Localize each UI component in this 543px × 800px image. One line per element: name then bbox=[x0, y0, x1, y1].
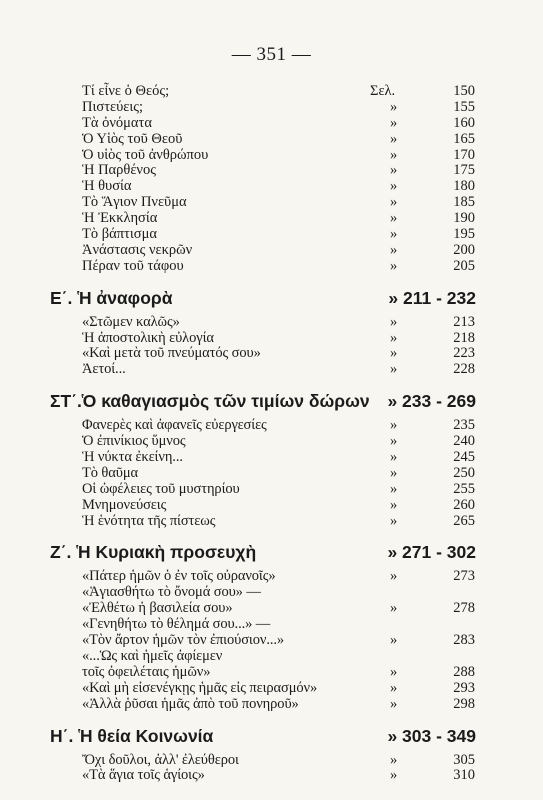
ditto-mark: » bbox=[390, 417, 398, 434]
chapter-heading bbox=[48, 541, 488, 563]
entry-title: Ἡ Ἐκκλησία bbox=[82, 210, 158, 227]
entry-title: Φανερὲς καὶ ἀφανεῖς εὐεργεσίες bbox=[82, 417, 267, 434]
entry-title: Ὁ Υἱὸς τοῦ Θεοῦ bbox=[82, 130, 183, 147]
entry-page: 155 bbox=[453, 98, 475, 115]
toc-entry bbox=[48, 346, 488, 362]
entry-title: Ὁ υἱὸς τοῦ ἀνθρώπου bbox=[82, 146, 209, 163]
entry-page: 213 bbox=[453, 313, 475, 330]
toc-entry bbox=[48, 450, 488, 466]
ditto-mark: » bbox=[390, 663, 398, 680]
entry-page: 293 bbox=[453, 679, 475, 696]
toc-entry bbox=[48, 211, 488, 227]
toc-entry bbox=[48, 498, 488, 514]
toc-entry bbox=[48, 331, 488, 347]
entry-title: «Στῶμεν καλῶς» bbox=[82, 313, 180, 330]
entry-page: 190 bbox=[453, 210, 475, 227]
ditto-mark: » bbox=[390, 767, 398, 784]
entry-title: Ἀνάστασις νεκρῶν bbox=[82, 241, 193, 258]
entry-page: 240 bbox=[453, 433, 475, 450]
chapter-title: ΣΤ΄.Ὁ καθαγιασμὸς τῶν τιμίων δώρων bbox=[50, 391, 370, 412]
chapter-page-range: » 211 - 232 bbox=[388, 287, 476, 308]
entry-title: «Τὰ ἅγια τοῖς ἁγίοις» bbox=[82, 767, 205, 784]
entry-title: Ἡ Παρθένος bbox=[82, 162, 156, 179]
chapter-title: Ε΄. Ἡ ἀναφορὰ bbox=[50, 287, 173, 308]
entry-page: 160 bbox=[453, 114, 475, 131]
entry-title: «Ἀλλὰ ῥῦσαι ἡμᾶς ἀπὸ τοῦ πονηροῦ» bbox=[82, 695, 299, 712]
toc-entry bbox=[48, 315, 488, 331]
entry-title: Πιστεύεις; bbox=[82, 98, 144, 115]
entry-title: Ἡ ἑνότητα τῆς πίστεως bbox=[82, 512, 216, 529]
ditto-mark: » bbox=[390, 313, 398, 330]
toc-entry bbox=[48, 768, 488, 784]
entry-page: 260 bbox=[453, 496, 475, 513]
toc-entry bbox=[48, 697, 488, 713]
entry-title: Τὸ Ἅγιον Πνεῦμα bbox=[82, 194, 187, 211]
ditto-mark: » bbox=[390, 695, 398, 712]
entry-page: 278 bbox=[453, 600, 475, 617]
ditto-mark: » bbox=[390, 210, 398, 227]
ditto-mark: » bbox=[390, 480, 398, 497]
entry-page: 228 bbox=[453, 361, 475, 378]
entry-page: 265 bbox=[453, 512, 475, 529]
entry-page: 200 bbox=[453, 241, 475, 258]
toc-entry bbox=[48, 633, 488, 649]
ditto-mark: » bbox=[390, 632, 398, 649]
entry-page: 310 bbox=[453, 767, 475, 784]
ditto-mark: » bbox=[390, 178, 398, 195]
toc-entry bbox=[48, 514, 488, 530]
toc-entry bbox=[48, 163, 488, 179]
entry-title: Ἡ νύκτα ἐκείνη... bbox=[82, 449, 183, 466]
entry-title: Ἡ ἀποστολικὴ εὐλογία bbox=[82, 329, 214, 346]
toc-entry bbox=[48, 195, 488, 211]
toc-entry bbox=[48, 434, 488, 450]
entry-page: 150 bbox=[453, 83, 475, 99]
chapter-title: Η΄. Ἡ θεία Κοινωνία bbox=[50, 725, 214, 746]
toc-entry bbox=[48, 179, 488, 195]
toc-entry bbox=[48, 617, 488, 633]
ditto-mark: » bbox=[390, 329, 398, 346]
entry-page: 255 bbox=[453, 480, 475, 497]
entry-title: Τί εἶνε ὁ Θεός; bbox=[82, 83, 170, 99]
chapter-title: Ζ΄. Ἡ Κυριακὴ προσευχὴ bbox=[50, 542, 257, 563]
entry-page: 175 bbox=[453, 162, 475, 179]
entry-page: 165 bbox=[453, 130, 475, 147]
ditto-mark: » bbox=[390, 98, 398, 115]
entry-title: «Γενηθήτω τὸ θέλημά σου...» — bbox=[82, 616, 271, 633]
ditto-mark: » bbox=[390, 146, 398, 163]
entry-page: 250 bbox=[453, 464, 475, 481]
entry-title: Ἀετοί... bbox=[82, 361, 126, 378]
entry-title: Πέραν τοῦ τάφου bbox=[82, 257, 184, 274]
toc-entry bbox=[48, 649, 488, 665]
toc-entry bbox=[48, 148, 488, 164]
entry-title: Τὸ θαῦμα bbox=[82, 464, 139, 481]
chapter-heading bbox=[48, 390, 488, 412]
chapter-heading bbox=[48, 287, 488, 309]
entry-page: 273 bbox=[453, 568, 475, 585]
entry-page: 180 bbox=[453, 178, 475, 195]
entry-title: «Καὶ μὴ εἰσενέγκῃς ἡμᾶς εἰς πειρασμόν» bbox=[82, 679, 318, 696]
entry-page: 288 bbox=[453, 663, 475, 680]
entry-page: 223 bbox=[453, 345, 475, 362]
entry-title: Μνημονεύσεις bbox=[82, 496, 167, 513]
toc-entry bbox=[48, 100, 488, 116]
toc-entry bbox=[48, 681, 488, 697]
entry-page: 245 bbox=[453, 449, 475, 466]
ditto-mark: » bbox=[390, 194, 398, 211]
ditto-mark: » bbox=[390, 512, 398, 529]
entry-page: 235 bbox=[453, 417, 475, 434]
entry-title: «Ἁγιασθήτω τὸ ὄνομά σου» — bbox=[82, 584, 261, 601]
ditto-mark: » bbox=[390, 433, 398, 450]
entry-title: Ἡ θυσία bbox=[82, 178, 132, 195]
ditto-mark: » bbox=[390, 496, 398, 513]
toc-entry bbox=[48, 227, 488, 243]
ditto-mark: » bbox=[390, 600, 398, 617]
ditto-mark: » bbox=[390, 241, 398, 258]
toc-entry bbox=[48, 585, 488, 601]
entry-title: τοῖς ὀφειλέταις ἡμῶν» bbox=[82, 663, 211, 680]
ditto-mark: » bbox=[390, 449, 398, 466]
ditto-mark: » bbox=[390, 568, 398, 585]
toc-entry bbox=[48, 569, 488, 585]
entry-page: 218 bbox=[453, 329, 475, 346]
entry-page: 195 bbox=[453, 226, 475, 243]
toc-entry bbox=[48, 362, 488, 378]
chapter-page-range: » 271 - 302 bbox=[387, 542, 476, 563]
ditto-mark: » bbox=[390, 162, 398, 179]
toc-entry bbox=[48, 243, 488, 259]
toc-entry bbox=[48, 418, 488, 434]
ditto-mark: Σελ. bbox=[370, 83, 396, 99]
entry-title: Ὄχι δοῦλοι, ἀλλ' ἐλεύθεροι bbox=[82, 751, 239, 768]
entry-title: «Καὶ μετὰ τοῦ πνεύματός σου» bbox=[82, 345, 261, 362]
ditto-mark: » bbox=[390, 361, 398, 378]
ditto-mark: » bbox=[390, 679, 398, 696]
chapter-heading bbox=[48, 725, 488, 747]
entry-title: Οἱ ὠφέλειες τοῦ μυστηρίου bbox=[82, 480, 240, 497]
ditto-mark: » bbox=[390, 114, 398, 131]
ditto-mark: » bbox=[390, 257, 398, 274]
entry-page: 205 bbox=[453, 257, 475, 274]
chapter-page-range: » 233 - 269 bbox=[387, 391, 476, 412]
toc-entry bbox=[48, 665, 488, 681]
toc-entry bbox=[48, 601, 488, 617]
toc-entry bbox=[48, 259, 488, 275]
entry-title: «Πάτερ ἡμῶν ὁ ἐν τοῖς οὐρανοῖς» bbox=[82, 568, 276, 585]
page-number: — 351 — bbox=[231, 44, 312, 65]
entry-page: 305 bbox=[453, 751, 475, 768]
entry-page: 185 bbox=[453, 194, 475, 211]
toc-entry bbox=[48, 466, 488, 482]
ditto-mark: » bbox=[390, 226, 398, 243]
toc-entry bbox=[48, 753, 488, 769]
ditto-mark: » bbox=[390, 345, 398, 362]
entry-page: 170 bbox=[453, 146, 475, 163]
ditto-mark: » bbox=[390, 751, 398, 768]
entry-title: Τὸ βάπτισμα bbox=[82, 226, 157, 243]
entry-title: «Τὸν ἄρτον ἡμῶν τὸν ἐπιούσιον...» bbox=[82, 632, 285, 649]
toc-entry bbox=[48, 116, 488, 132]
toc-entry bbox=[48, 84, 488, 100]
toc-entry bbox=[48, 132, 488, 148]
entry-page: 283 bbox=[453, 632, 475, 649]
entry-title: Τὰ ὀνόματα bbox=[82, 114, 152, 131]
entry-title: «Ἐλθέτω ἡ βασιλεία σου» bbox=[82, 600, 233, 617]
entry-title: «...Ὡς καὶ ἡμεῖς ἀφίεμεν bbox=[82, 647, 223, 664]
ditto-mark: » bbox=[390, 130, 398, 147]
entry-title: Ὁ ἐπινίκιος ὕμνος bbox=[82, 433, 186, 450]
entry-page: 298 bbox=[453, 695, 475, 712]
table-of-contents bbox=[48, 84, 488, 784]
ditto-mark: » bbox=[390, 464, 398, 481]
toc-entry bbox=[48, 482, 488, 498]
chapter-page-range: » 303 - 349 bbox=[387, 725, 476, 746]
